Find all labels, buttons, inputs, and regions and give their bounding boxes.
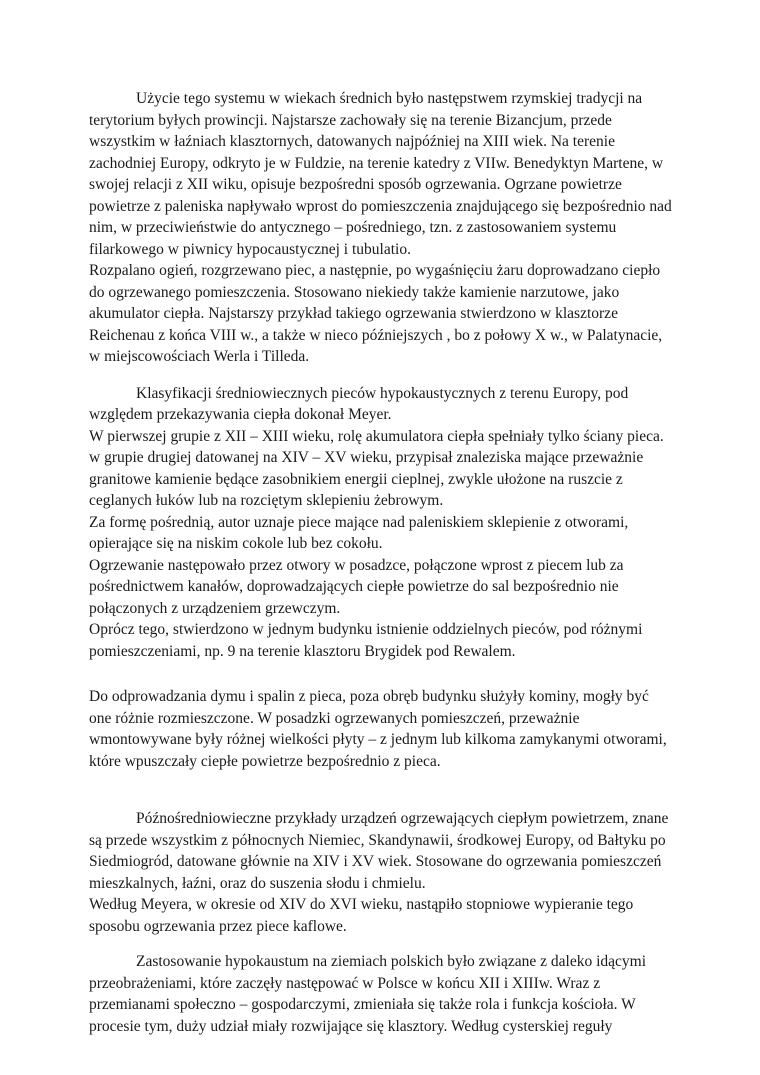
paragraph-meyer-classification <box>89 383 689 426</box>
text-line: procesie tym, duży udział miały rozwijające się klasztory. Według cysterskiej reguły <box>89 1017 613 1035</box>
text-line: Reichenau z końca VIII w., a także w nieco późniejszych , bo z połowy X w., w Palatynacie, <box>89 326 663 344</box>
paragraph-intermediate-form <box>89 512 689 555</box>
paragraph-firing-process <box>89 260 689 368</box>
paragraph-spacer <box>89 937 689 951</box>
text-line: nim, w przeciwieństwie do antycznego – pośredniego, tzn. z zastosowaniem systemu <box>89 219 617 236</box>
text-line: filarkowego w piwnicy hypocaustycznej i tubulatio. <box>89 240 411 258</box>
text-line: opierające się na niskim cokole lub bez cokołu. <box>89 535 383 552</box>
text-line: pośrednictwem kanałów, doprowadzających ciepłe powietrze do sal bezpośrednio nie <box>89 578 619 595</box>
text-line: Późnośredniowieczne przykłady urządzeń ogrzewających ciepłym powietrzem, znane <box>136 810 669 827</box>
paragraph-tile-stoves <box>89 894 689 937</box>
text-line: Do odprowadzania dymu i spalin z pieca, poza obręb budynku służyły kominy, mogły być <box>89 688 649 705</box>
text-line: zachodniej Europy, odkryto je w Fuldzie, na terenie katedry z VIIw. Benedyktyn Martene, w <box>89 154 664 172</box>
text-line: ceglanych łuków lub na rozciętym sklepieniu żebrowym. <box>89 492 444 509</box>
text-line: względem przekazywania ciepła dokonał Meyer. <box>89 406 392 423</box>
text-line: pomieszczeniami, np. 9 na terenie klasztoru Brygidek pod Rewalem. <box>89 642 516 660</box>
text-line: wszystkim w łaźniach klasztornych, datowanych najpóźniej na XIII wiek. Na terenie <box>89 133 615 150</box>
text-line: mieszkalnych, łaźni, oraz do suszenia słodu i chmielu. <box>89 874 426 892</box>
text-line: w miejscowościach Werla i Tilleda. <box>89 348 310 365</box>
text-line: Oprócz tego, stwierdzono w jednym budynku istnienie oddzielnych pieców, pod różnymi <box>89 621 643 638</box>
text-line: wmontowywane były różnej wielkości płyty – z jednym lub kilkoma zamykanymi otworami, <box>89 731 667 748</box>
text-line: one różnie rozmieszczone. W posadzki ogrzewanych pomieszczeń, przeważnie <box>89 709 580 727</box>
text-line: które wpuszczały ciepłe powietrze bezpośrednio z pieca. <box>89 752 441 770</box>
text-line: Zastosowanie hypokaustum na ziemiach polskich było związane z daleko idącymi <box>136 953 647 970</box>
paragraph-spacer <box>89 368 689 383</box>
paragraph-chimneys <box>89 686 689 772</box>
text-line: połączonych z urządzeniem grzewczym. <box>89 599 341 617</box>
paragraph-polish-lands <box>89 951 689 1037</box>
text-line: swojej relacji z XII wiku, opisuje bezpośredni sposób ogrzewania. Ogrzane powietrze <box>89 176 622 193</box>
paragraph-roman-heating-origins <box>89 88 689 260</box>
text-line: w grupie drugiej datowanej na XIV – XV wieku, przypisał znaleziska mające przeważnie <box>89 449 644 466</box>
paragraph-spacer <box>89 772 689 808</box>
text-line: do ogrzewanego pomieszczenia. Stosowano niekiedy także kamienie narzutowe, jako <box>89 283 620 301</box>
text-line: Ogrzewanie następowało przez otwory w posadzce, połączone wprost z piecem lub za <box>89 556 624 574</box>
text-line: Według Meyera, w okresie od XIV do XVI wieku, nastąpiło stopniowe wypieranie tego <box>89 896 634 913</box>
text-line: sposobu ogrzewania przez piece kaflowe. <box>89 917 347 935</box>
paragraph-late-medieval-examples <box>89 808 689 894</box>
text-line: W pierwszej grupie z XII – XIII wieku, rolę akumulatora ciepła spełniały tylko ściany pieca. <box>89 427 664 445</box>
text-line: Rozpalano ogień, rozgrzewano piec, a następnie, po wygaśnięciu żaru doprowadzano ciepło <box>89 262 661 279</box>
text-line: Siedmiogród, datowane głównie na XIV i XV wiek. Stosowane do ogrzewania pomieszczeń <box>89 853 662 870</box>
text-line: są przede wszystkim z północnych Niemiec, Skandynawii, środkowej Europy, od Bałtyku po <box>89 831 666 849</box>
text-line: przemianami społeczno – gospodarczymi, zmieniała się także rola i funkcja kościoła. W <box>89 996 636 1013</box>
text-line: Za formę pośrednią, autor uznaje piece mające nad paleniskiem sklepienie z otworami, <box>89 513 629 531</box>
text-line: granitowe kamienie będące zasobnikiem energii cieplnej, zwykle ułożone na ruszcie z <box>89 470 623 488</box>
paragraph-separate-ovens <box>89 619 689 662</box>
text-line: Użycie tego systemu w wiekach średnich było następstwem rzymskiej tradycji na <box>136 90 643 107</box>
text-line: Klasyfikacji średniowiecznych pieców hypokaustycznych z terenu Europy, pod <box>136 384 629 402</box>
text-line: terytorium byłych prowincji. Najstarsze zachowały się na terenie Bizancjum, przede <box>89 111 612 129</box>
document-text <box>89 88 689 1037</box>
paragraph-floor-openings <box>89 555 689 620</box>
text-line: powietrze z paleniska napływało wprost do pomieszczenia znajdującego się bezpośrednio nad <box>89 197 672 215</box>
text-line: akumulator ciepła. Najstarszy przykład takiego ogrzewania stwierdzono w klasztorze <box>89 305 618 322</box>
paragraph-oven-groups <box>89 426 689 512</box>
paragraph-spacer <box>89 662 689 686</box>
text-line: przeobrażeniami, które zaczęły następować w Polsce w końcu XII i XIIIw. Wraz z <box>89 974 601 992</box>
